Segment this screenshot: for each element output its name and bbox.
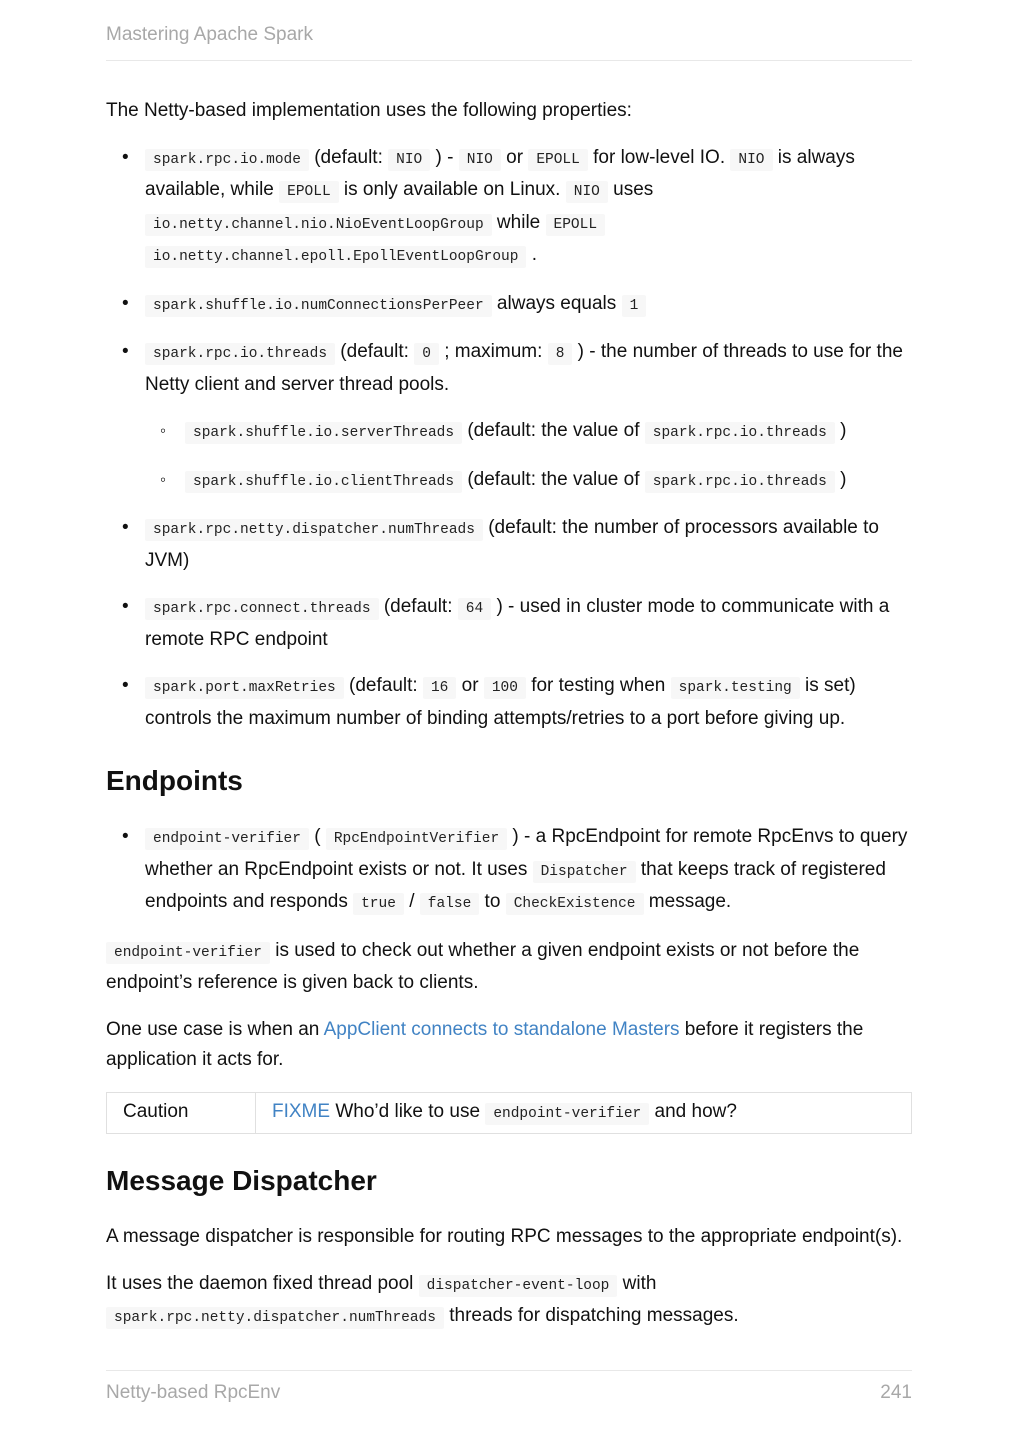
code: 8 bbox=[548, 343, 573, 365]
text: . bbox=[526, 244, 538, 265]
list-item-rpc-io-mode bbox=[106, 143, 912, 273]
code: 100 bbox=[484, 677, 526, 699]
code: NIO bbox=[388, 149, 430, 171]
dispatcher-paragraph-1: A message dispatcher is responsible for routing RPC messages to the appropriate endpoint(s). bbox=[106, 1226, 903, 1247]
text: ) bbox=[834, 420, 847, 441]
text: (default: bbox=[378, 596, 458, 617]
text: message. bbox=[643, 891, 732, 912]
text: and how? bbox=[649, 1100, 737, 1122]
properties-list bbox=[106, 143, 912, 735]
fixme-link[interactable]: FIXME bbox=[272, 1100, 331, 1122]
code: spark.rpc.io.mode bbox=[145, 149, 309, 171]
text: ) - a RpcEndpoint for remote RpcEnvs to query whether an RpcEndpoint exists or not. It uses bbox=[145, 826, 908, 880]
list-item-endpoint-verifier bbox=[106, 822, 912, 920]
text: before it registers the application it acts for. bbox=[106, 1018, 864, 1070]
text: is used to check out whether a given endpoint exists or not before the endpoint’s reference is given back to clients. bbox=[106, 939, 860, 993]
list-item-num-connections bbox=[106, 289, 912, 322]
code: NIO bbox=[459, 149, 501, 171]
heading-message-dispatcher: Message Dispatcher bbox=[106, 1165, 377, 1196]
text: ; maximum: bbox=[438, 341, 548, 362]
text: while bbox=[491, 211, 546, 233]
text: threads for dispatching messages. bbox=[443, 1305, 739, 1326]
page-content bbox=[106, 96, 912, 1350]
list-item-rpc-io-threads bbox=[106, 337, 912, 497]
list-item-connect-threads bbox=[106, 592, 912, 655]
text: (default: the number of processors available to JVM) bbox=[145, 517, 880, 571]
text: It uses the daemon fixed thread pool bbox=[106, 1272, 419, 1294]
endpoint-verifier-paragraph bbox=[106, 936, 912, 999]
code: CheckExistence bbox=[506, 893, 644, 915]
code: false bbox=[420, 893, 480, 915]
text: with bbox=[617, 1272, 657, 1294]
sub-item-client-threads bbox=[145, 465, 912, 498]
code: RpcEndpointVerifier bbox=[326, 828, 507, 850]
code: 16 bbox=[423, 677, 456, 699]
text: is always available, while bbox=[145, 146, 855, 200]
running-header: Mastering Apache Spark bbox=[106, 24, 314, 45]
text: Who’d like to use bbox=[330, 1100, 486, 1122]
text: / bbox=[403, 891, 420, 912]
caution-body bbox=[256, 1093, 911, 1134]
page-number: 241 bbox=[880, 1382, 912, 1403]
code: endpoint-verifier bbox=[106, 942, 270, 964]
code: EPOLL bbox=[279, 181, 339, 203]
text: that keeps track of registered endpoints and responds bbox=[145, 858, 886, 912]
code: spark.rpc.connect.threads bbox=[145, 598, 379, 620]
code: spark.shuffle.io.clientThreads bbox=[185, 471, 462, 493]
text: for low-level IO. bbox=[587, 146, 731, 168]
code: EPOLL bbox=[546, 214, 606, 236]
code: 0 bbox=[414, 343, 439, 365]
text: ) - bbox=[430, 146, 459, 168]
text: or bbox=[456, 675, 484, 696]
text: always equals bbox=[491, 292, 622, 314]
heading-endpoints: Endpoints bbox=[106, 765, 243, 796]
dispatcher-paragraph-2 bbox=[106, 1269, 912, 1334]
code: endpoint-verifier bbox=[485, 1103, 649, 1125]
code: 64 bbox=[458, 598, 491, 620]
list-item-max-retries bbox=[106, 671, 912, 734]
code: spark.testing bbox=[671, 677, 800, 699]
code: spark.rpc.io.threads bbox=[645, 471, 835, 493]
code: true bbox=[353, 893, 404, 915]
endpoints-list bbox=[106, 822, 912, 920]
code: NIO bbox=[730, 149, 772, 171]
text: ) bbox=[834, 468, 847, 490]
code: EPOLL bbox=[528, 149, 588, 171]
appclient-link[interactable]: AppClient connects to standalone Masters bbox=[323, 1018, 680, 1040]
footer-chapter: Netty-based RpcEnv bbox=[106, 1382, 281, 1403]
text: (default: bbox=[308, 146, 389, 168]
list-item-dispatcher-threads bbox=[106, 513, 912, 576]
text: ( bbox=[308, 826, 326, 847]
text: (default: bbox=[343, 675, 423, 696]
code: io.netty.channel.epoll.EpollEventLoopGroup bbox=[145, 246, 526, 268]
text: ) - the number of threads to use for the Netty client and server thread pools. bbox=[145, 341, 903, 395]
code: spark.rpc.io.threads bbox=[145, 343, 335, 365]
code: Dispatcher bbox=[533, 861, 636, 883]
code: spark.port.maxRetries bbox=[145, 677, 344, 699]
code: spark.rpc.io.threads bbox=[645, 422, 835, 444]
text: is set) controls the maximum number of binding attempts/retries to a port before giving up. bbox=[145, 675, 856, 729]
code: 1 bbox=[622, 295, 647, 317]
text: One use case is when an bbox=[106, 1018, 324, 1040]
sub-list bbox=[145, 416, 912, 497]
text: ) - used in cluster mode to communicate with a remote RPC endpoint bbox=[145, 596, 890, 650]
text: (default: bbox=[335, 341, 415, 362]
text: (default: the value of bbox=[462, 468, 645, 490]
caution-label: Caution bbox=[107, 1093, 256, 1134]
code: dispatcher-event-loop bbox=[419, 1275, 618, 1297]
code: endpoint-verifier bbox=[145, 828, 309, 850]
text: for testing when bbox=[525, 675, 671, 696]
code: spark.shuffle.io.serverThreads bbox=[185, 422, 462, 444]
running-footer bbox=[106, 1382, 912, 1404]
text: (default: the value of bbox=[462, 420, 645, 441]
text: or bbox=[500, 146, 529, 168]
caution-admonition bbox=[106, 1092, 912, 1135]
header-divider bbox=[106, 60, 912, 61]
code: spark.shuffle.io.numConnectionsPerPeer bbox=[145, 295, 492, 317]
text: uses bbox=[607, 179, 654, 200]
footer-divider bbox=[106, 1370, 912, 1371]
code: spark.rpc.netty.dispatcher.numThreads bbox=[106, 1307, 444, 1329]
intro-paragraph: The Netty-based implementation uses the following properties: bbox=[106, 100, 632, 121]
text: is only available on Linux. bbox=[338, 179, 566, 200]
sub-item-server-threads bbox=[145, 416, 912, 449]
use-case-paragraph bbox=[106, 1015, 912, 1076]
text: to bbox=[479, 891, 506, 912]
code: NIO bbox=[566, 181, 608, 203]
code: io.netty.channel.nio.NioEventLoopGroup bbox=[145, 214, 492, 236]
code: spark.rpc.netty.dispatcher.numThreads bbox=[145, 519, 483, 541]
